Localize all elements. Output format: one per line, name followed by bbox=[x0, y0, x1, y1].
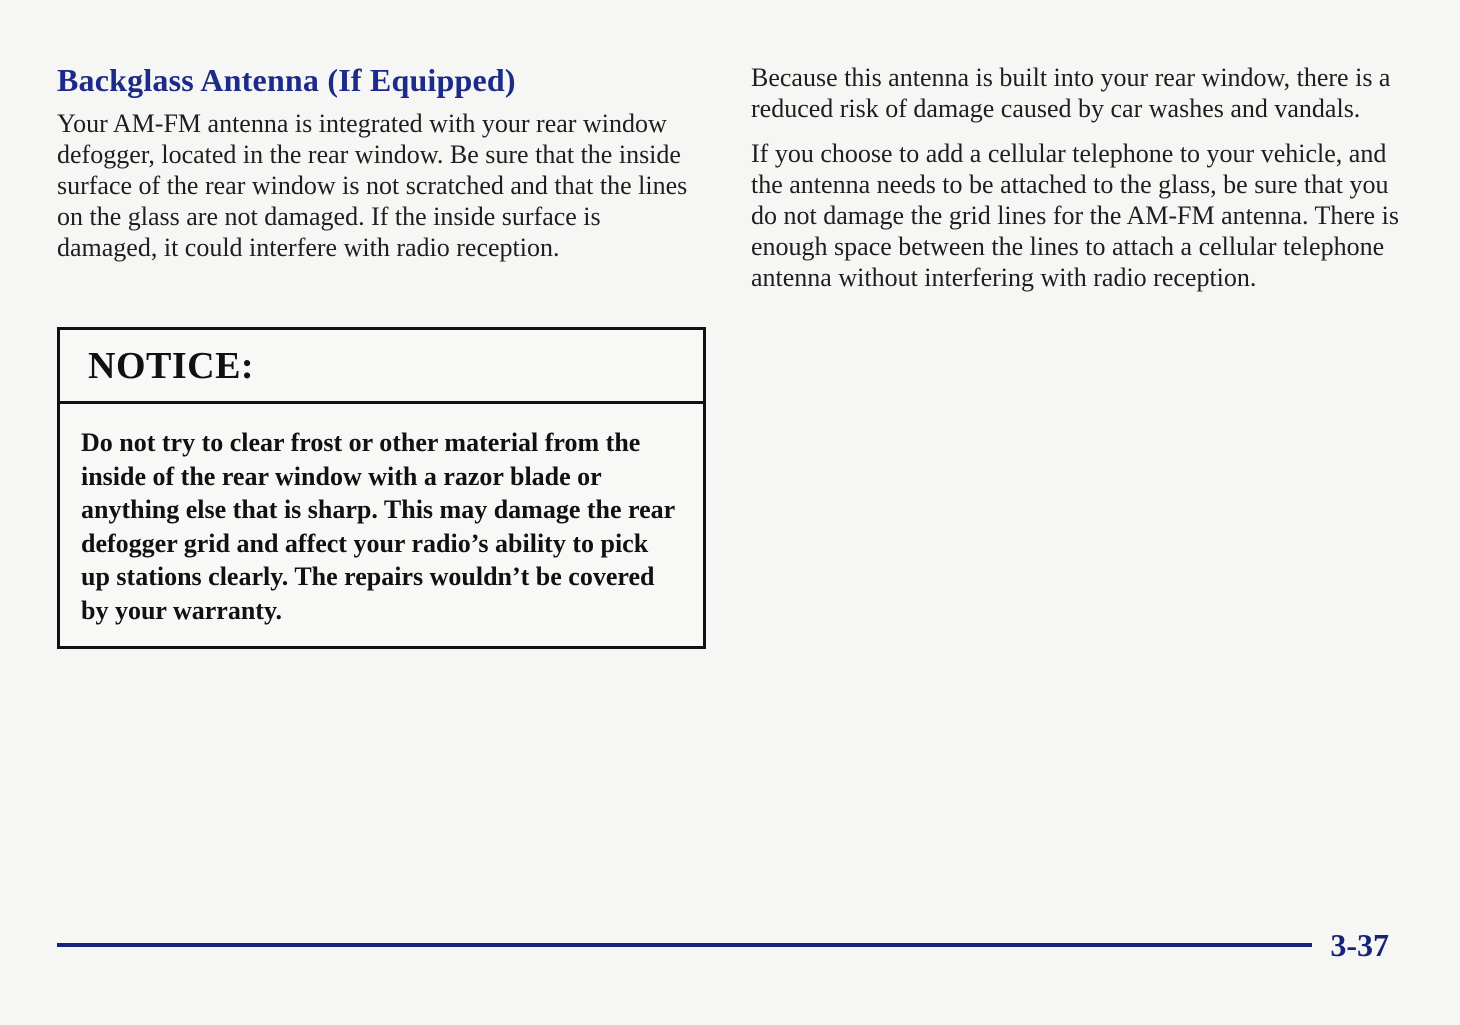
cellular-antenna-paragraph: If you choose to add a cellular telephone to your vehicle, and the antenna needs to be attached to the glass, be sure that you do not damage the grid lines for the AM-FM antenna. There is enough space between the lines to attach a cellular telephone antenna without interfering with radio reception. bbox=[751, 139, 1399, 292]
footer-rule bbox=[57, 943, 1312, 947]
notice-text: Do not try to clear frost or other material from the inside of the rear window with a razor blade or anything else that is sharp. This may damage the rear defogger grid and affect your radio’s ability to pick up stations clearly. The repairs wouldn’t be covered by your warranty. bbox=[81, 428, 675, 625]
intro-paragraph: Your AM-FM antenna is integrated with your rear window defogger, located in the rear window. Be sure that the inside surface of the rear window is not scratched and that the lines on the glass are not damaged. If the inside surface is damaged, it could interfere with radio reception. bbox=[57, 109, 688, 262]
notice-box bbox=[57, 327, 706, 649]
right-column bbox=[751, 62, 1401, 293]
notice-title: NOTICE: bbox=[88, 344, 255, 387]
page-number: 3-37 bbox=[1330, 927, 1389, 963]
section-heading: Backglass Antenna (If Equipped) bbox=[57, 62, 516, 98]
notice-header bbox=[60, 330, 703, 404]
car-wash-paragraph: Because this antenna is built into your rear window, there is a reduced risk of damage caused by car washes and vandals. bbox=[751, 63, 1391, 123]
left-column bbox=[57, 58, 707, 263]
